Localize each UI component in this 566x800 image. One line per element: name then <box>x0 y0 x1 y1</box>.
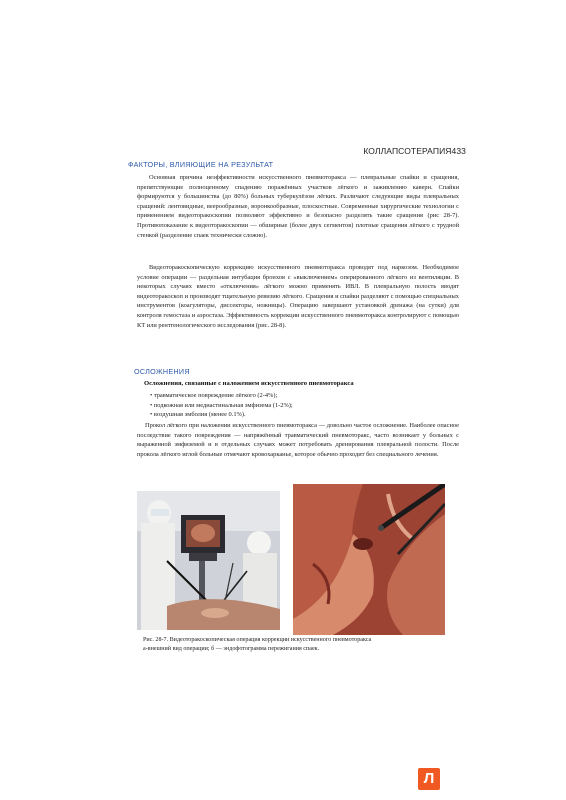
list-item: • подкожная или медиастинальная эмфизема (1-2%); <box>150 401 293 411</box>
complications-list <box>150 391 293 420</box>
endoscopic-image <box>293 484 445 635</box>
paragraph-2: Видеоторакоскопическую коррекцию искусственного пневмоторакса проводят под наркозом. Необходимое условие операции — раздельная интубация бронхов с «выключением» оперированного лёгкого из вентиляции. В некоторых случаях вместо «отключения» лёгкого можно применять ИВЛ. В плевральную полость вводят видеоторакоскоп и производят тщательную ревизию лёгкого. Сращения и спайки разделяют с помощью специальных инструментов (коагуляторы, диссекторы, ножницы). Операцию завершают установкой дренажа (на сутки) для контроля гемостаза и аэростаза. Эффективность коррекции искусственного пневмоторакса контролируют с помощью КТ или рентгенологического исследования (рис. 28-8). <box>137 264 459 329</box>
page-number: 433 <box>451 146 466 156</box>
caption-line-1: Рис. 28-7. Видеоторакоскопическая операция коррекции искусственного пневмоторакса <box>143 637 372 643</box>
publisher-logo-icon: Л <box>418 768 440 790</box>
paragraph-1: Основная причина неэффективности искусственного пневмоторакса — плевральные спайки и сращения, препятствующие полноценному спадению поражённых участков лёгкого и заживлению каверн. Спайки формируются у большинства (до 80%) больных туберкулёзом лёгких. Различают следующие виды плевральных сращений: лентовидные, веерообразные, воронкообразные, плоскостные. Современные хирургические технологии с применением видеоторакоскопии позволяют эффективно и безопасно разделять такие сращения (рис 28-7). Противопоказание к видеоторакоскопии — обширные (более двух сегментов) плотные сращения лёгкого с трудной стенкой (разделение спаек технически сложно). <box>137 174 459 239</box>
section-title-factors: ФАКТОРЫ, ВЛИЯЮЩИЕ НА РЕЗУЛЬТАТ <box>128 160 274 169</box>
operating-room-image <box>137 491 280 630</box>
list-item: • травматическое повреждение лёгкого (2-4%); <box>150 391 293 401</box>
caption-line-2: а-внешний вид операции; б — эндофотограмма пережигания спаек. <box>143 645 320 652</box>
running-head-title: КОЛЛАПСОТЕРАПИЯ <box>363 146 452 156</box>
section-title-complications: ОСЛОЖНЕНИЯ <box>134 367 190 376</box>
complications-subtitle: Осложнения, связанные с наложением искусственного пневмоторакса <box>144 380 354 387</box>
running-head <box>340 146 466 156</box>
figure-photo-b <box>293 484 445 635</box>
figure-photo-a <box>137 491 280 630</box>
figure-caption <box>143 636 463 653</box>
paragraph-3: Прокол лёгкого при наложении искусственного пневмоторакса — довольно частое осложнение. Наиболее опасное последствие такого повреждения — напряжённый травматический пневмоторакс, часто возникает у больных с выраженной эмфиземой и в отдельных случаях может потребовать дренирования плевральной полости. После прокола лёгкого иглой больные отмечают кровохарканье, которое обычно проходит без специального лечения. <box>137 422 459 458</box>
list-item: • воздушная эмболия (менее 0.1%). <box>150 410 293 420</box>
